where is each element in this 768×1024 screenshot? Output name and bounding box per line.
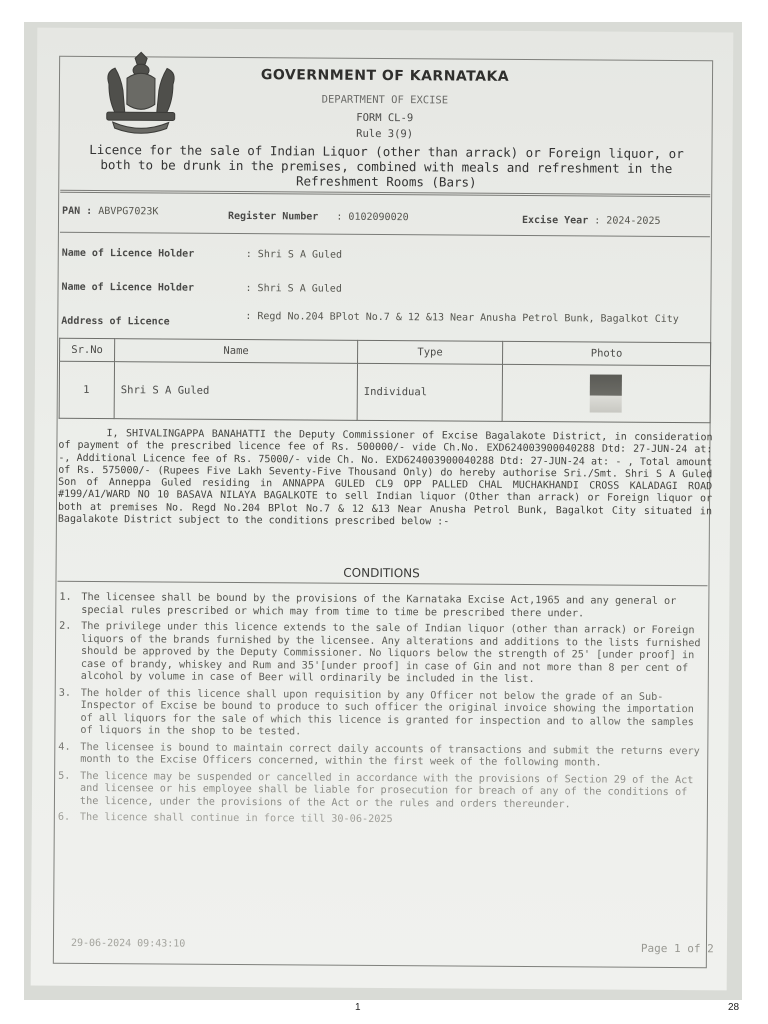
licence-holder-row <box>62 248 342 261</box>
conditions-heading: CONDITIONS <box>343 565 420 581</box>
department-name: DEPARTMENT OF EXCISE <box>321 93 449 107</box>
register-number-label: Register Number <box>228 210 319 223</box>
excise-year-field <box>522 215 661 227</box>
condition-number: 6. <box>57 811 71 823</box>
licence-holder-value: : Shri S A Guled <box>245 283 342 295</box>
authorisation-paragraph <box>58 428 713 531</box>
column-header: Name <box>115 339 358 364</box>
licence-holder-label: Name of Licence Holder <box>61 281 195 294</box>
list-item <box>58 741 708 771</box>
print-timestamp: 29-06-2024 09:43:10 <box>70 937 186 950</box>
column-header: Type <box>358 340 503 364</box>
table-row <box>59 361 710 423</box>
licence-holder-row <box>62 282 342 295</box>
column-header: Sr.No <box>60 338 115 361</box>
rule-number: Rule 3(9) <box>356 127 414 141</box>
sr-no-cell: 1 <box>59 361 114 418</box>
condition-text: The licensee shall be bound by the provisions of the Karnataka Excise Act,1965 and any general or special rules prescribed or which may from time to time be prescribed there under. <box>81 591 677 619</box>
licence-address-value: : Regd No.204 BPlot No.7 & 12 &13 Near Anusha Petrol Bunk, Bagalkot City <box>245 311 679 326</box>
condition-number: 3. <box>58 687 72 699</box>
licence-description: Licence for the sale of Indian Liquor (other than arrack) or Foreign liquor, or both to be drunk in the premises, combined with meals and refreshment in the Refreshment Rooms (Bars) <box>89 141 684 190</box>
form-number: FORM CL-9 <box>356 111 414 125</box>
pan-label: PAN : <box>62 205 93 217</box>
licence-holders-table <box>59 338 712 424</box>
conditions-list <box>58 592 710 833</box>
page-number-right: 28 <box>728 1002 740 1013</box>
holder-photo <box>590 374 622 412</box>
condition-text: The licence may be suspended or cancelled in accordance with the provisions of Section 29 of the Act and licensee or his employee shall be liable for prosecution for breach of any of the conditions of the licence, under the provisions of the Act or the rules and orders thereunder. <box>79 770 694 810</box>
type-cell: Individual <box>357 363 502 421</box>
register-number-value: : 0102090020 <box>336 211 409 224</box>
condition-number: 1. <box>59 591 72 603</box>
licence-holder-label: Name of Licence Holder <box>61 247 195 260</box>
condition-text: The licence shall continue in force till 30-06-2025 <box>79 811 393 826</box>
page-indicator: Page 1 of 2 <box>640 941 714 956</box>
condition-text: The licensee is bound to maintain correct daily accounts of transactions and submit the returns every month to the Excise Officers concerned, within the first week of the following month. <box>80 741 700 769</box>
excise-year-label: Excise Year <box>521 214 589 227</box>
list-item <box>58 687 708 742</box>
condition-number: 2. <box>59 620 72 632</box>
condition-text: The holder of this licence shall upon requisition by any Officer not below the grade of an Sub-Inspector of Excise be bound to produce to such officer the original invoice showing the importation of all liquors for the sale of which this licence is granted for inspection and to allow the samples of liquors in the shop to be tested. <box>80 687 694 738</box>
list-item <box>58 812 708 829</box>
document-title: GOVERNMENT OF KARNATAKA <box>260 67 510 85</box>
excise-year-value: : 2024-2025 <box>594 215 661 227</box>
condition-number: 5. <box>58 770 71 782</box>
licence-address-label: Address of Licence <box>61 315 170 328</box>
licence-document <box>31 28 734 991</box>
register-number-field <box>228 211 409 223</box>
page-number-center: 1 <box>355 1002 361 1013</box>
list-item <box>58 770 708 812</box>
name-cell: Shri S A Guled <box>114 362 357 421</box>
licence-holder-value: : Shri S A Guled <box>245 249 343 261</box>
column-header: Photo <box>503 341 711 365</box>
condition-text: The privilege under this licence extends to the sale of Indian liquor (other than arrack) or Foreign liquors of the brands furnished by the licensee. Any alterations and additions to the lists furnished should be approved by the Deputy Commissioner. No liquors below the strength of 25' [under proof] in case of brandy, whiskey and Rum and 35'[under proof] in case of Gin and not more than 8 per cent of alcohol by volume in case of Beer will ordinarily be included in the list. <box>80 620 701 686</box>
photo-cell <box>502 364 710 422</box>
list-item <box>59 592 709 622</box>
condition-number: 4. <box>58 741 71 753</box>
authorisation-text: I, SHIVALINGAPPA BANAHATTI the Deputy Commissioner of Excise Bagalakote District, in consideration of payment of the prescribed licence fee of Rs. 500000/- vide Ch.No. EXD624003900040288 Dtd: 27-JUN-24 at: -, Additional Licence fee of Rs. 75000/- vide Ch. No. EXD624003900040288 Dtd: 27-JUN-24 at: - , Total amount of Rs. 575000/- (Rupees Five Lakh Seventy-Five Thousand Only) do hereby authorise Sri./Smt. Shri S A Guled Son of Anneppa Guled residing in ANNAPPA GULED CL9 OPP PALLED CHAL MUCHAKHANDI CROSS KALADAGI ROAD #199/A1/WARD NO 10 BASAVA NILAYA BAGALKOTE to sell Indian liquor (Other than arrack) or Foreign liquor or both at premises No. Regd No.204 BPlot No.7 & 12 &13 Near Anusha Petrol Bunk, Bagalkot City situated in Bagalakote District subject to the conditions prescribed below :- <box>57 428 713 528</box>
list-item <box>59 621 709 688</box>
pan-value: ABVPG7023K <box>98 206 159 218</box>
pan-field <box>62 206 158 218</box>
